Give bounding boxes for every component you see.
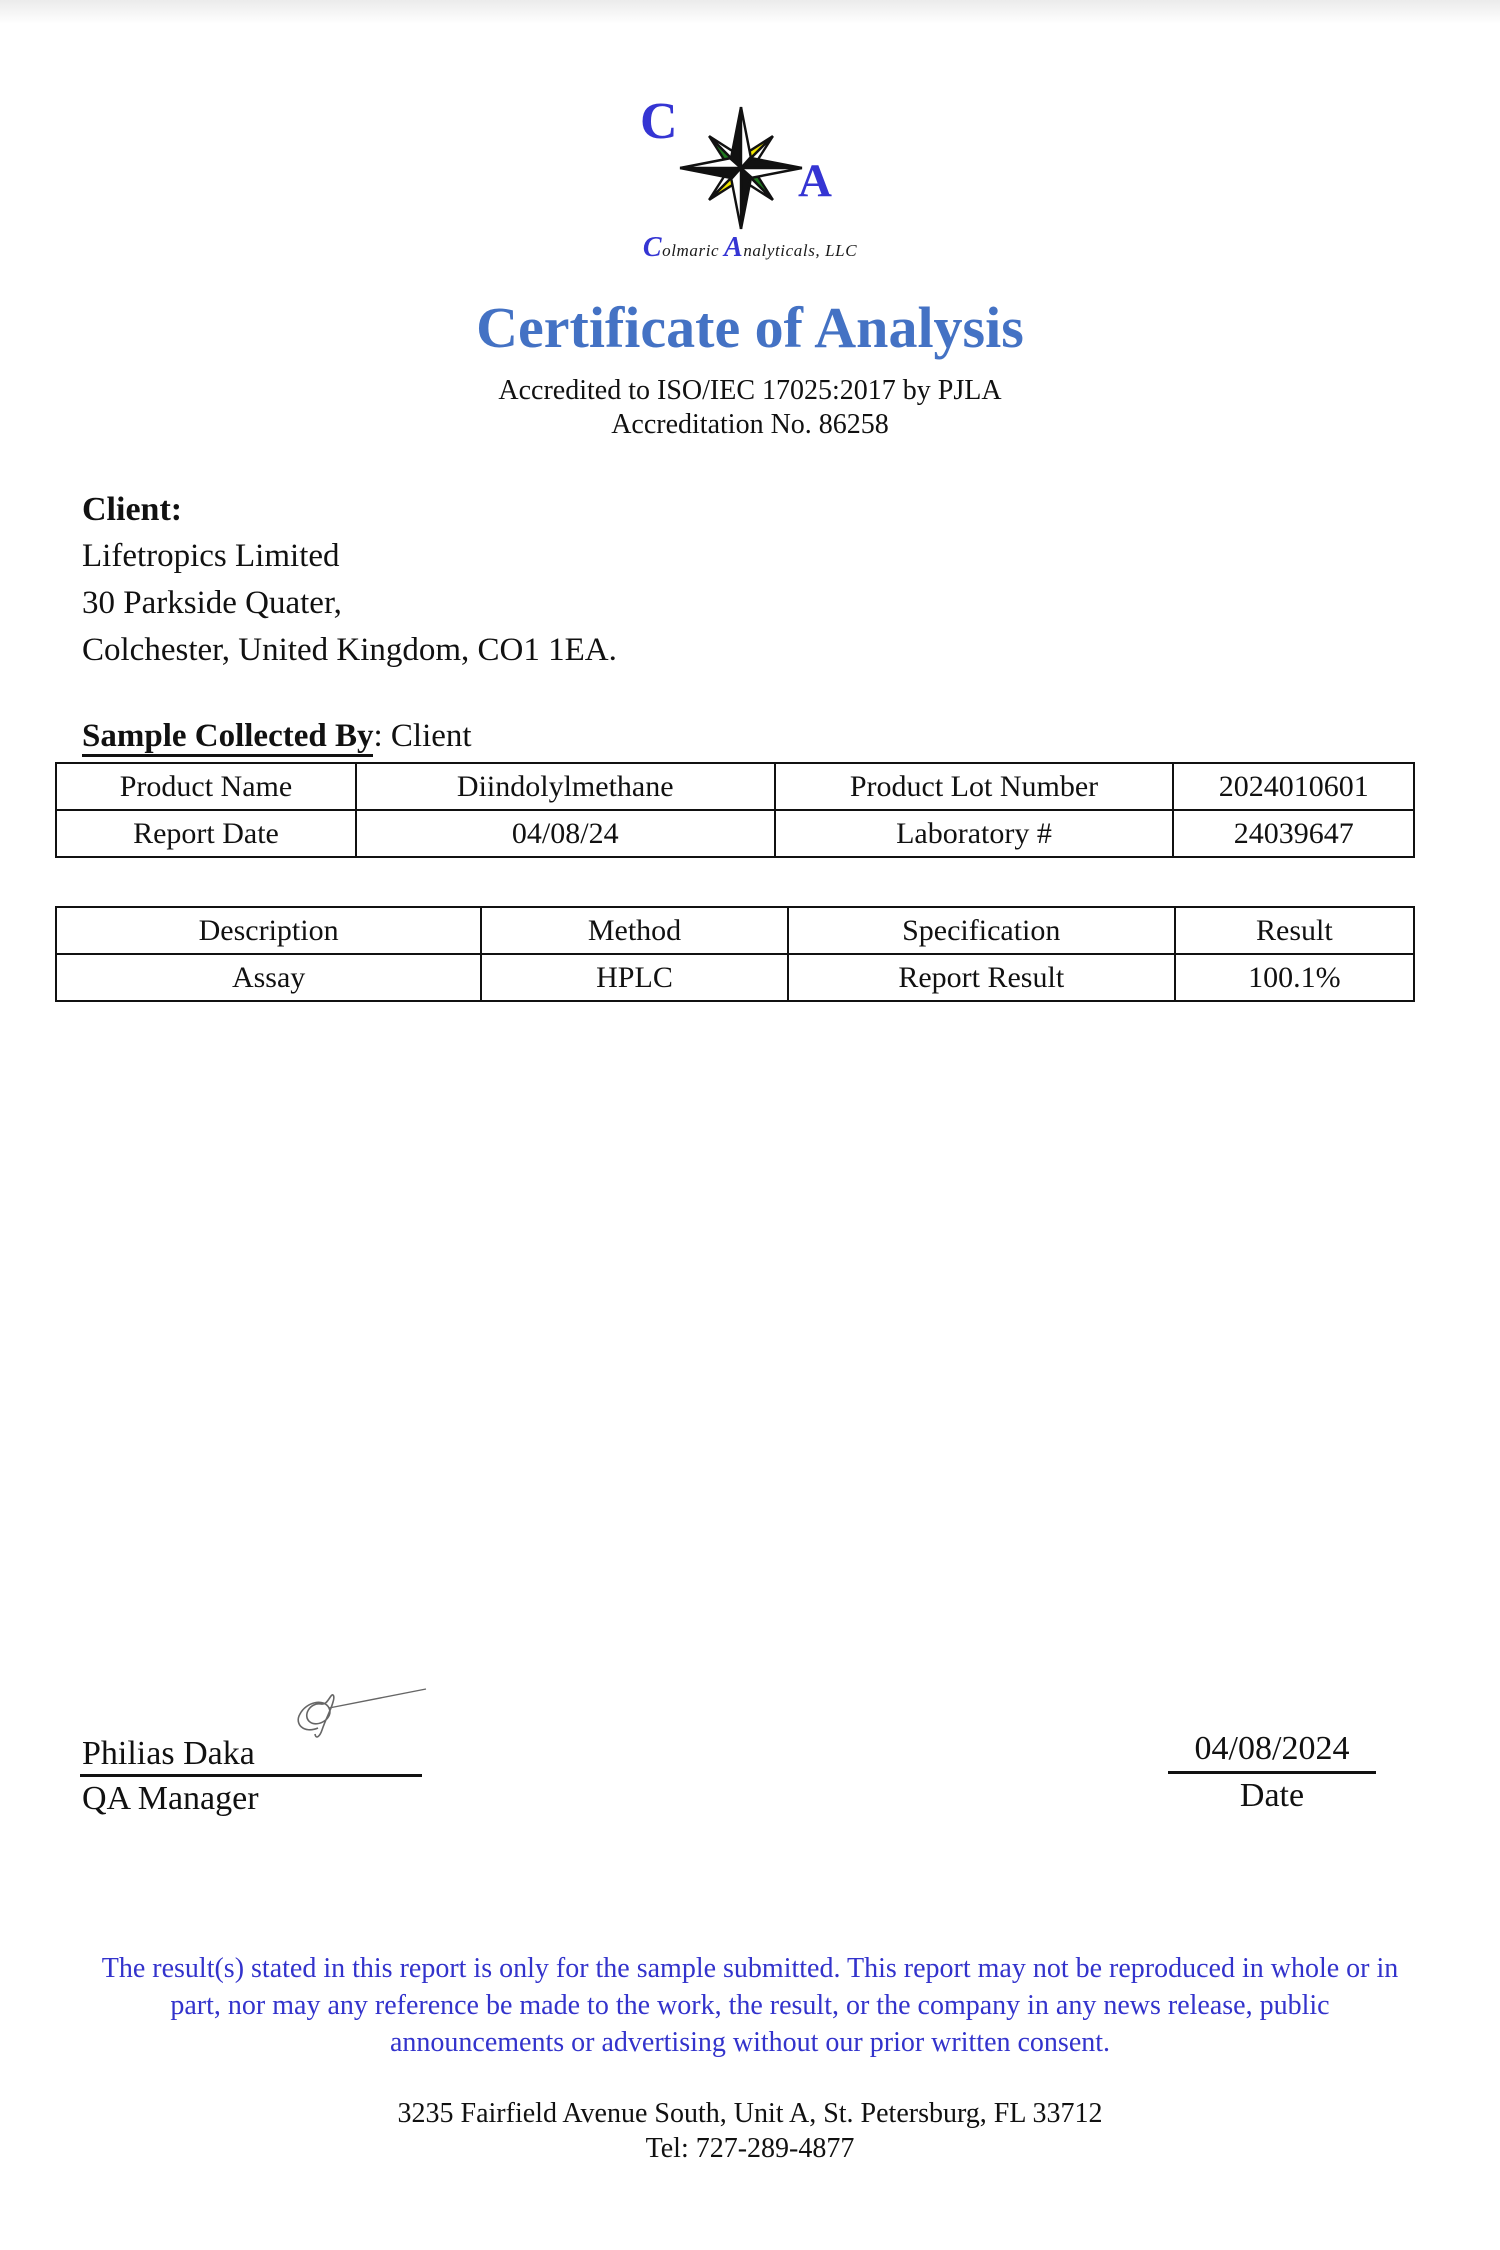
date-block <box>1168 1730 1376 1815</box>
lab-address: 3235 Fairfield Avenue South, Unit A, St. Petersburg, FL 33712 <box>397 2098 1103 2129</box>
accreditation-line-2: Accreditation No. 86258 <box>611 409 889 440</box>
col-header-method: Method <box>481 907 788 954</box>
client-name: Lifetropics Limited <box>82 538 340 574</box>
top-shadow <box>0 0 1500 24</box>
table-row <box>56 810 1414 857</box>
product-name-value: Diindolylmethane <box>356 763 775 810</box>
client-address-1: 30 Parkside Quater, <box>82 585 342 621</box>
disclaimer-line-2: part, nor may any reference be made to the work, the result, or the company in any news release, public <box>170 1990 1330 2021</box>
col-header-specification: Specification <box>788 907 1175 954</box>
accreditation-line-1: Accredited to ISO/IEC 17025:2017 by PJLA <box>498 375 1002 406</box>
lab-footer <box>0 2096 1500 2166</box>
col-header-description: Description <box>56 907 481 954</box>
disclaimer-line-3: announcements or advertising without our prior written consent. <box>389 2027 1111 2058</box>
report-date-value: 04/08/24 <box>356 810 775 857</box>
signature-line <box>80 1774 422 1777</box>
table-header-row <box>56 907 1414 954</box>
brand-text-2: nalyticals, LLC <box>743 241 858 260</box>
sample-collected-line <box>82 718 472 755</box>
brand-initial-a: A <box>724 232 744 263</box>
signer-name: Philias Daka <box>82 1735 255 1772</box>
signer-role: QA Manager <box>82 1780 259 1817</box>
brand-text-1: olmaric <box>662 241 725 260</box>
product-name-label: Product Name <box>56 763 356 810</box>
logo-letter-c: C <box>640 93 678 150</box>
laboratory-value: 24039647 <box>1173 810 1414 857</box>
product-lot-value: 2024010601 <box>1173 763 1414 810</box>
signature-date-label: Date <box>1239 1777 1305 1814</box>
signature-block <box>80 1684 425 1818</box>
col-header-result: Result <box>1175 907 1414 954</box>
client-address-2: Colchester, United Kingdom, CO1 1EA. <box>82 632 617 668</box>
report-date-label: Report Date <box>56 810 356 857</box>
product-lot-label: Product Lot Number <box>775 763 1174 810</box>
company-logo <box>600 93 900 268</box>
logo-letter-a: A <box>798 155 832 207</box>
assay-specification: Report Result <box>788 954 1175 1001</box>
table-row <box>56 763 1414 810</box>
brand-initial-c: C <box>642 232 663 263</box>
client-block <box>82 486 617 674</box>
lab-phone: Tel: 727-289-4877 <box>645 2133 855 2164</box>
disclaimer-line-1: The result(s) stated in this report is only for the sample submitted. This report may not be reproduced in whole or in <box>101 1953 1399 1984</box>
product-info-table <box>55 762 1415 858</box>
handwritten-signature-icon <box>288 1684 438 1748</box>
accreditation-block <box>0 374 1500 442</box>
assay-description: Assay <box>56 954 481 1001</box>
sample-collected-label: Sample Collected By <box>82 718 373 757</box>
brand-name <box>580 232 920 264</box>
results-table <box>55 906 1415 1002</box>
client-heading: Client: <box>82 491 183 528</box>
disclaimer-text <box>0 1950 1500 2061</box>
sample-collected-value: : Client <box>373 718 472 754</box>
assay-result: 100.1% <box>1175 954 1414 1001</box>
table-row <box>56 954 1414 1001</box>
assay-method: HPLC <box>481 954 788 1001</box>
laboratory-label: Laboratory # <box>775 810 1174 857</box>
signature-date-value: 04/08/2024 <box>1168 1730 1376 1774</box>
page-title: Certificate of Analysis <box>476 295 1024 360</box>
